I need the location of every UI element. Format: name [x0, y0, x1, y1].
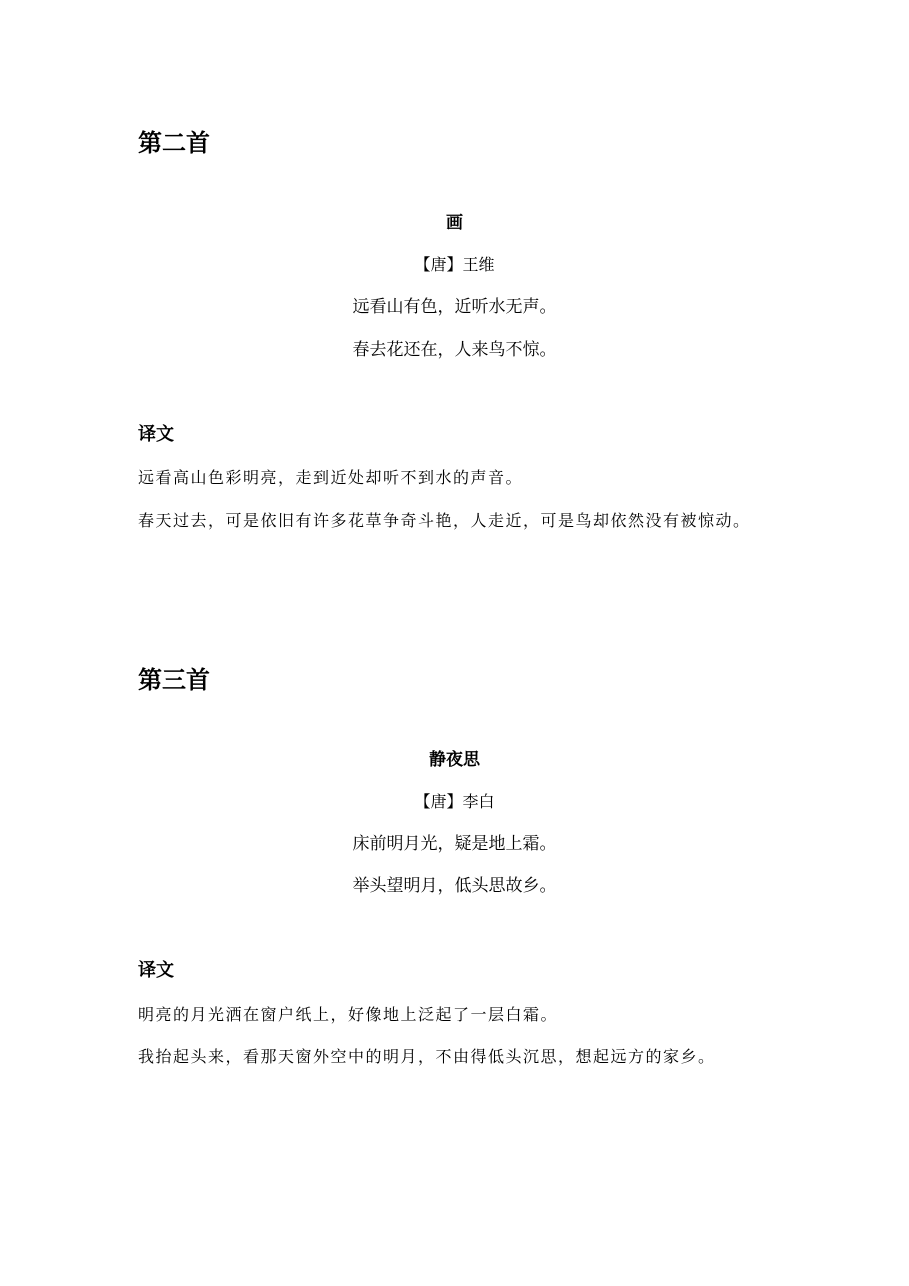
section-heading: 第二首: [138, 129, 210, 157]
translation-line: 明亮的月光洒在窗户纸上，好像地上泛起了一层白霜。: [138, 1005, 559, 1024]
poem-line: 举头望明月，低头思故乡。: [352, 876, 557, 896]
translation-line: 春天过去，可是依旧有许多花草争奇斗艳，人走近，可是鸟却依然没有被惊动。: [138, 511, 751, 530]
translation-line: 我抬起头来，看那天窗外空中的明月，不由得低头沉思，想起远方的家乡。: [138, 1047, 716, 1066]
poem-author: 【唐】李白: [414, 792, 495, 811]
translation-heading: 译文: [138, 424, 174, 445]
poem-line: 远看山有色，近听水无声。: [352, 297, 557, 317]
translation-heading: 译文: [138, 960, 174, 981]
section-heading: 第三首: [138, 666, 210, 694]
translation-line: 远看高山色彩明亮，走到近处却听不到水的声音。: [138, 468, 524, 487]
poem-line: 床前明月光，疑是地上霜。: [352, 834, 557, 854]
poem-author: 【唐】王维: [414, 255, 495, 274]
poem-line: 春去花还在，人来鸟不惊。: [352, 340, 557, 360]
poem-title: 画: [446, 213, 463, 233]
poem-title: 静夜思: [429, 750, 480, 770]
